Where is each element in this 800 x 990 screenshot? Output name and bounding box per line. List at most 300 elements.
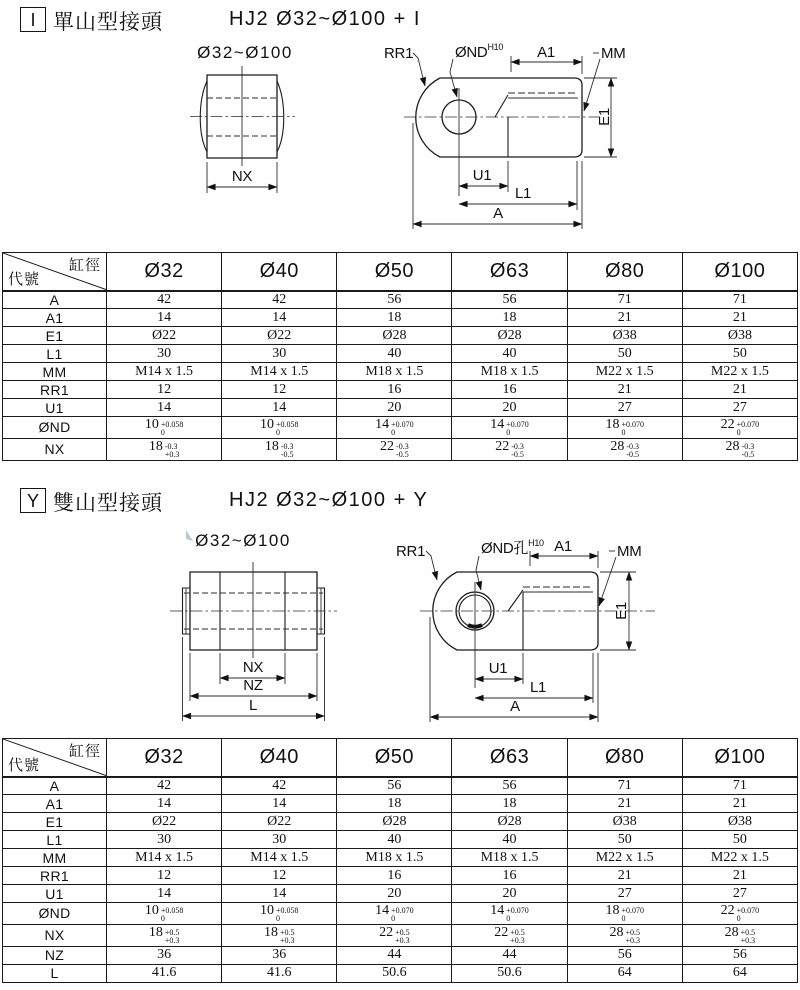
value: 20 (502, 399, 517, 415)
tolerance-lower: 0 (736, 428, 741, 438)
spec-value-cell (452, 345, 567, 363)
value: 18 (387, 309, 402, 325)
dim-label-a1: A1 (537, 44, 555, 61)
tolerance-lower: -0.5 (280, 450, 294, 460)
row-label: NX (3, 924, 107, 946)
tolerance (511, 443, 524, 460)
tolerance-lower: +0.3 (164, 936, 180, 946)
spec-value-cell (222, 363, 337, 381)
value: 42 (157, 291, 172, 307)
spec-value-cell (452, 327, 567, 345)
dim-label-u1: U1 (472, 167, 492, 184)
tolerance-lower: -0.5 (626, 450, 640, 460)
corner-label-bore: 缸徑 (68, 743, 101, 760)
value: Ø38 (727, 327, 752, 343)
spec-value-cell (682, 903, 797, 925)
column-header-bore: Ø100 (682, 253, 797, 291)
value: 21 (732, 867, 747, 883)
value: 14 (272, 399, 287, 415)
value: 14 (157, 885, 172, 901)
value: 18 (502, 309, 517, 325)
value: M22 x 1.5 (595, 849, 654, 865)
spec-value-cell (452, 381, 567, 399)
tolerance-lower: -0.5 (396, 450, 409, 460)
value: Ø28 (382, 813, 407, 829)
value: 27 (732, 885, 747, 901)
spec-value-cell (337, 399, 452, 417)
dim-label-e1: E1 (613, 602, 630, 620)
tolerance-lower: +0.3 (625, 936, 640, 946)
spec-row (3, 924, 798, 946)
value: 30 (157, 345, 172, 361)
value: M22 x 1.5 (595, 363, 654, 379)
row-label: L1 (3, 345, 107, 363)
spec-value-cell (107, 903, 222, 925)
value: 28 (725, 438, 740, 454)
single-clevis-table-area (2, 252, 798, 461)
tolerance-lower: 0 (506, 914, 511, 924)
bore-range-label: Ø32~Ø100 (197, 43, 293, 62)
spec-row (3, 849, 798, 867)
tolerance-lower: 0 (160, 914, 165, 924)
value: 56 (617, 947, 632, 963)
value: 14 (375, 417, 390, 432)
spec-value-cell (567, 831, 682, 849)
spec-value-cell (222, 381, 337, 399)
value: 14 (490, 417, 505, 432)
value: 14 (272, 309, 287, 325)
spec-value-cell (107, 345, 222, 363)
spec-row (3, 291, 798, 309)
value: 16 (387, 867, 402, 883)
tolerance (506, 907, 529, 924)
column-header-bore: Ø40 (222, 253, 337, 291)
dim-label-l1: L1 (514, 185, 532, 202)
value: Ø22 (267, 327, 292, 343)
tolerance (741, 929, 756, 946)
spec-value-cell (452, 946, 567, 964)
spec-value-cell (337, 327, 452, 345)
value: 42 (272, 777, 287, 793)
value: M18 x 1.5 (480, 849, 539, 865)
value: M22 x 1.5 (710, 363, 769, 379)
tolerance-lower: +0.3 (164, 450, 180, 460)
value: 27 (617, 885, 632, 901)
tolerance (280, 929, 295, 946)
value: 40 (387, 345, 402, 361)
spec-value-cell (107, 291, 222, 309)
spec-row (3, 309, 798, 327)
value: 10 (144, 417, 159, 432)
spec-value-cell (107, 831, 222, 849)
dim-label-rr1: RR1 (396, 543, 426, 560)
spec-value-cell (222, 903, 337, 925)
spec-row (3, 946, 798, 964)
tolerance-lower: +0.3 (740, 936, 756, 946)
value: 20 (387, 399, 402, 415)
spec-value-cell (567, 849, 682, 867)
tolerance-lower: 0 (275, 428, 280, 438)
spec-value-cell (682, 849, 797, 867)
tolerance (276, 907, 299, 924)
row-label: NZ (3, 946, 107, 964)
column-header-bore: Ø32 (107, 739, 222, 777)
tolerance-upper: +0.5 (625, 927, 640, 937)
value: 40 (502, 345, 517, 361)
tolerance-upper: +0.070 (391, 420, 414, 429)
spec-value-cell (682, 327, 797, 345)
dim-label-nx: NX (231, 168, 253, 185)
value: 16 (502, 381, 517, 397)
dim-label-a: A (510, 698, 520, 715)
value: 40 (502, 831, 517, 847)
spec-value-cell (107, 438, 222, 460)
spec-value-cell (567, 885, 682, 903)
tolerance-lower: 0 (736, 914, 741, 924)
value: Ø38 (727, 813, 752, 829)
corner-label-code: 代號 (8, 270, 41, 288)
spec-row (3, 438, 798, 460)
spec-value-cell (682, 345, 797, 363)
spec-value-cell (222, 777, 337, 795)
tolerance-lower: +0.3 (395, 936, 410, 946)
dim-label-nz: NZ (243, 677, 263, 694)
column-header-bore: Ø50 (337, 739, 452, 777)
spec-value-cell (452, 813, 567, 831)
value: Ø38 (612, 327, 637, 343)
value: 14 (375, 903, 390, 918)
value: 10 (259, 903, 274, 918)
spec-value-cell (452, 291, 567, 309)
spec-row (3, 363, 798, 381)
spec-value-cell (107, 795, 222, 813)
value: 30 (157, 831, 172, 847)
value: Ø22 (267, 813, 292, 829)
spec-value-cell (107, 946, 222, 964)
spec-value-cell (567, 363, 682, 381)
dim-label-e1: E1 (596, 108, 613, 126)
row-label: RR1 (3, 867, 107, 885)
spec-value-cell (567, 813, 682, 831)
value: 56 (387, 291, 402, 307)
row-label: A1 (3, 309, 107, 327)
tolerance-lower: 0 (391, 428, 396, 438)
spec-value-cell (222, 399, 337, 417)
value: 18 (264, 438, 279, 454)
spec-value-cell (337, 417, 452, 439)
row-label: ØND (3, 417, 107, 439)
spec-value-cell (452, 363, 567, 381)
tolerance-lower: 0 (621, 428, 626, 438)
value: 10 (259, 417, 274, 432)
spec-value-cell (107, 417, 222, 439)
spec-row (3, 777, 798, 795)
column-header-bore: Ø100 (682, 739, 797, 777)
double-clevis-table-area (2, 738, 798, 983)
spec-value-cell (222, 924, 337, 946)
single-clevis-drawing (0, 36, 800, 250)
spec-value-cell (337, 831, 452, 849)
section-2-model-code: HJ2 Ø32~Ø100 + Y (229, 489, 429, 511)
value: 14 (272, 885, 287, 901)
dim-label-l: L (248, 697, 258, 714)
type-code-box-i: I (20, 7, 46, 32)
value: 41.6 (151, 965, 177, 981)
column-header-bore: Ø63 (452, 253, 567, 291)
tolerance-upper: -0.3 (511, 441, 524, 451)
value: 21 (732, 309, 747, 325)
spec-value-cell (107, 867, 222, 885)
spec-value-cell (337, 363, 452, 381)
spec-row (3, 327, 798, 345)
spec-value-cell (222, 831, 337, 849)
row-label: L1 (3, 831, 107, 849)
spec-value-cell (452, 885, 567, 903)
column-header-bore: Ø40 (222, 739, 337, 777)
tolerance (510, 929, 525, 946)
tolerance-lower: 0 (391, 914, 396, 924)
tolerance-upper: +0.5 (164, 927, 180, 937)
spec-value-cell (107, 777, 222, 795)
value: Ø38 (612, 813, 637, 829)
double-clevis-drawing (0, 520, 800, 735)
value: 42 (157, 777, 172, 793)
corner-header-cell (3, 739, 107, 777)
value: 64 (732, 965, 747, 981)
spec-value-cell (337, 903, 452, 925)
tolerance-lower: -0.5 (511, 450, 524, 460)
tolerance (395, 929, 410, 946)
spec-value-cell (567, 417, 682, 439)
spec-value-cell (682, 924, 797, 946)
spec-value-cell (107, 964, 222, 982)
spec-value-cell (222, 309, 337, 327)
tolerance-lower: -0.5 (741, 450, 755, 460)
spec-value-cell (452, 309, 567, 327)
spec-value-cell (452, 399, 567, 417)
tolerance (161, 907, 184, 924)
spec-value-cell (337, 795, 452, 813)
row-label: L (3, 964, 107, 982)
spec-value-cell (337, 849, 452, 867)
tolerance-lower: +0.3 (510, 936, 525, 946)
value: 28 (724, 924, 739, 940)
value: 18 (387, 795, 402, 811)
corner-header-cell (3, 253, 107, 291)
value: 18 (605, 903, 620, 918)
spec-value-cell (567, 309, 682, 327)
value: 30 (272, 345, 287, 361)
spec-value-cell (452, 438, 567, 460)
tolerance-upper: +0.070 (736, 420, 760, 429)
value: 22 (380, 438, 395, 454)
spec-value-cell (337, 309, 452, 327)
value: 21 (617, 309, 632, 325)
tolerance (391, 907, 414, 924)
value: 14 (157, 399, 172, 415)
spec-value-cell (452, 867, 567, 885)
spec-row (3, 399, 798, 417)
section-1-model-code: HJ2 Ø32~Ø100 + I (229, 8, 421, 30)
spec-row (3, 903, 798, 925)
tolerance-lower: +0.3 (279, 936, 295, 946)
value: 12 (157, 867, 172, 883)
spec-value-cell (567, 795, 682, 813)
spec-value-cell (452, 964, 567, 982)
spec-value-cell (107, 885, 222, 903)
tolerance-lower: 0 (160, 428, 165, 438)
value: 71 (732, 777, 747, 793)
value: 14 (157, 795, 172, 811)
spec-value-cell (337, 885, 452, 903)
tolerance (621, 421, 644, 438)
row-label: ØND (3, 903, 107, 925)
spec-value-cell (222, 327, 337, 345)
spec-value-cell (682, 777, 797, 795)
spec-value-cell (567, 946, 682, 964)
value: 10 (144, 903, 159, 918)
tolerance-upper: +0.058 (160, 420, 184, 429)
value: 44 (502, 947, 517, 963)
header-row (3, 739, 798, 777)
dim-label-a1: A1 (554, 538, 572, 555)
value: 30 (272, 831, 287, 847)
tolerance-upper: +0.058 (275, 906, 299, 915)
value: 71 (732, 291, 747, 307)
spec-value-cell (222, 885, 337, 903)
spec-value-cell (337, 381, 452, 399)
value: 36 (272, 947, 287, 963)
value: 28 (609, 924, 624, 940)
dim-label-mm: MM (601, 45, 626, 62)
type-code-box-y: Y (20, 488, 46, 513)
spec-value-cell (682, 399, 797, 417)
row-label: U1 (3, 399, 107, 417)
spec-value-cell (222, 867, 337, 885)
spec-value-cell (222, 813, 337, 831)
double-clevis-side-view (396, 538, 655, 722)
spec-value-cell (682, 291, 797, 309)
value: 22 (720, 903, 735, 918)
spec-row (3, 813, 798, 831)
tolerance-upper: +0.5 (279, 927, 295, 937)
value: 42 (272, 291, 287, 307)
spec-value-cell (567, 291, 682, 309)
value: M18 x 1.5 (480, 363, 539, 379)
tolerance-upper: +0.5 (740, 927, 756, 937)
spec-value-cell (222, 291, 337, 309)
row-label: A (3, 777, 107, 795)
value: 36 (157, 947, 172, 963)
spec-value-cell (567, 964, 682, 982)
section-2-header (0, 487, 800, 519)
single-clevis-end-view (190, 66, 295, 193)
corner-label-bore: 缸徑 (68, 257, 101, 274)
spec-value-cell (222, 345, 337, 363)
tolerance-upper: +0.058 (160, 906, 184, 915)
value: 44 (387, 947, 402, 963)
header-row (3, 253, 798, 291)
spec-row (3, 831, 798, 849)
value: 56 (502, 291, 517, 307)
spec-row (3, 381, 798, 399)
value: 12 (157, 381, 172, 397)
column-header-bore: Ø63 (452, 739, 567, 777)
tolerance-upper: -0.3 (626, 441, 640, 451)
spec-value-cell (222, 964, 337, 982)
column-header-bore: Ø50 (337, 253, 452, 291)
row-label: A (3, 291, 107, 309)
spec-value-cell (682, 831, 797, 849)
tolerance-upper: -0.3 (280, 441, 294, 451)
spec-value-cell (567, 777, 682, 795)
value: 14 (490, 903, 505, 918)
tolerance-upper: -0.3 (164, 441, 178, 451)
tolerance (625, 929, 640, 946)
value: 22 (494, 924, 509, 940)
spec-value-cell (107, 849, 222, 867)
spec-value-cell (222, 946, 337, 964)
dim-label-u1: U1 (488, 660, 508, 677)
spec-row (3, 795, 798, 813)
spec-value-cell (682, 885, 797, 903)
value: 18 (148, 438, 163, 454)
value: 56 (732, 947, 747, 963)
value: M18 x 1.5 (365, 849, 424, 865)
row-label: NX (3, 438, 107, 460)
row-label: MM (3, 849, 107, 867)
spec-value-cell (337, 777, 452, 795)
tolerance-upper: +0.070 (391, 906, 414, 915)
value: 22 (379, 924, 394, 940)
tolerance-lower: 0 (275, 914, 280, 924)
spec-value-cell (222, 417, 337, 439)
spec-value-cell (452, 777, 567, 795)
section-1-header (0, 6, 800, 38)
tolerance-upper: +0.5 (395, 927, 410, 937)
value: 21 (732, 381, 747, 397)
tolerance-upper: -0.3 (741, 441, 755, 451)
value: 56 (502, 777, 517, 793)
spec-value-cell (222, 438, 337, 460)
spec-value-cell (682, 417, 797, 439)
value: 28 (610, 438, 625, 454)
value: 18 (263, 924, 278, 940)
tolerance (165, 443, 180, 460)
value: 22 (720, 417, 735, 432)
value: 12 (272, 867, 287, 883)
value: Ø28 (382, 327, 407, 343)
spec-value-cell (682, 867, 797, 885)
value: Ø28 (497, 327, 522, 343)
corner-label-code: 代號 (8, 756, 41, 774)
spec-row (3, 867, 798, 885)
spec-value-cell (337, 924, 452, 946)
value: 18 (605, 417, 620, 432)
spec-value-cell (107, 309, 222, 327)
value: M14 x 1.5 (135, 363, 194, 379)
value: 20 (502, 885, 517, 901)
spec-value-cell (567, 381, 682, 399)
spec-value-cell (682, 813, 797, 831)
spec-value-cell (107, 363, 222, 381)
value: M14 x 1.5 (250, 363, 309, 379)
tolerance (396, 443, 409, 460)
spec-value-cell (337, 438, 452, 460)
value: 21 (732, 795, 747, 811)
tolerance (742, 443, 755, 460)
spec-value-cell (337, 964, 452, 982)
